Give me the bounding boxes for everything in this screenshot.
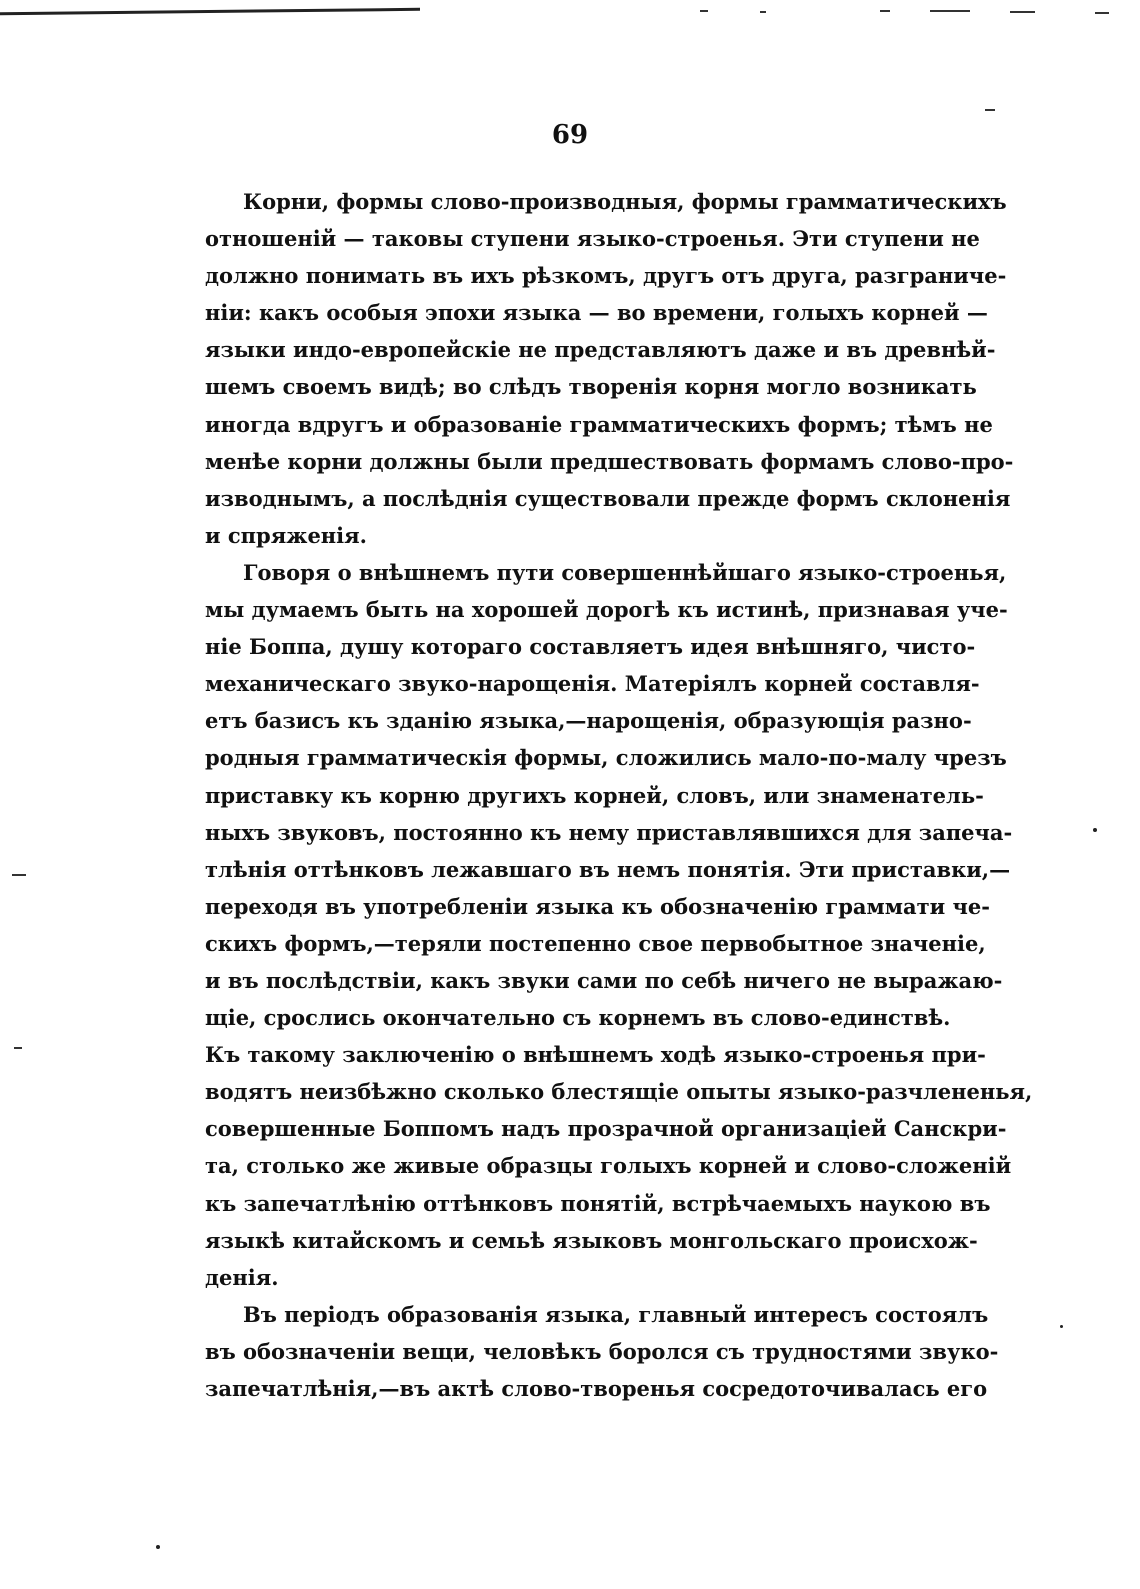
text-line: водятъ неизбѣжно сколько блестящіе опыты языко-разчлененья, <box>205 1079 1033 1105</box>
text-line: ніи: какъ особыя эпохи языка — во времени, голыхъ корней — <box>205 300 988 326</box>
text-line: переходя въ употребленіи языка къ обозначенію граммати че- <box>205 893 990 919</box>
scan-mark <box>1010 11 1035 13</box>
text-line: Въ періодъ образованія языка, главный интересъ состоялъ <box>243 1301 989 1327</box>
paragraph-2 <box>205 554 1033 1296</box>
text-line: Корни, формы слово-производныя, формы грамматическихъ <box>243 189 1007 214</box>
text-line: отношеній — таковы ступени языко-строенья. Эти ступени не <box>205 226 980 252</box>
text-line: тлѣнія оттѣнковъ лежавшаго въ немъ понятія. Эти приставки,— <box>205 856 1011 882</box>
text-line: Говоря о внѣшнемъ пути совершеннѣйшаго языко-строенья, <box>243 559 1007 585</box>
text-line: приставку къ корню другихъ корней, словъ, или знаменатель- <box>205 782 984 808</box>
text-line: родныя грамматическія формы, сложились мало-по-малу чрезъ <box>205 745 1007 771</box>
text-line: шемъ своемъ видѣ; во слѣдъ творенія корня могло возникать <box>205 374 977 400</box>
scan-mark <box>930 10 970 12</box>
text-line: въ обозначеніи вещи, человѣкъ боролся съ трудностями звуко- <box>205 1338 999 1364</box>
page-number: 69 <box>551 120 589 150</box>
text-line: и спряженія. <box>205 522 367 548</box>
text-line: запечатлѣнія,—въ актѣ слово-творенья сосредоточивалась его <box>205 1376 988 1401</box>
scan-mark <box>1095 12 1109 14</box>
text-line: денія. <box>205 1264 279 1290</box>
scan-mark <box>12 874 26 876</box>
text-line: изводнымъ, а послѣднія существовали прежде формъ склоненія <box>205 485 1011 511</box>
scan-mark <box>14 1047 22 1049</box>
text-line: щіе, срослись окончательно съ корнемъ въ слово-единствѣ. <box>205 1005 951 1031</box>
paragraph-3 <box>205 1296 999 1407</box>
scan-mark <box>985 109 995 111</box>
scan-mark <box>760 11 766 13</box>
text-line: языки индо-европейскіе не представляютъ даже и въ древнѣй- <box>205 337 996 363</box>
scan-mark <box>880 10 890 12</box>
body-text <box>205 183 1033 1407</box>
scan-speck <box>1060 1325 1063 1328</box>
text-line: къ запечатлѣнію оттѣнковъ понятій, встрѣчаемыхъ наукою въ <box>205 1190 991 1216</box>
text-line: механическаго звуко-нарощенія. Матеріялъ корней составля- <box>205 671 980 697</box>
text-line: та, столько же живые образцы голыхъ корней и слово-сложеній <box>205 1153 1012 1179</box>
paragraph-1 <box>205 183 1014 554</box>
text-line: скихъ формъ,—теряли постепенно свое первобытное значеніе, <box>205 930 986 956</box>
text-line: совершенные Боппомъ надъ прозрачной организаціей Санскри- <box>205 1116 1007 1142</box>
scan-speck <box>1093 828 1097 832</box>
text-line: етъ базисъ къ зданію языка,—нарощенія, образующія разно- <box>205 708 972 734</box>
text-line: должно понимать въ ихъ рѣзкомъ, другъ отъ друга, разграниче- <box>205 263 1007 289</box>
scan-speck <box>156 1545 160 1549</box>
text-line: ныхъ звуковъ, постоянно къ нему приставлявшихся для запеча- <box>205 819 1013 845</box>
text-line: ніе Боппа, душу котораго составляетъ идея внѣшняго, чисто- <box>205 634 976 660</box>
text-line: иногда вдругъ и образованіе грамматическихъ формъ; тѣмъ не <box>205 411 993 437</box>
text-line: языкѣ китайскомъ и семьѣ языковъ монгольскаго происхож- <box>205 1227 978 1253</box>
scan-mark <box>700 10 708 12</box>
text-line: и въ послѣдствіи, какъ звуки сами по себѣ ничего не выражаю- <box>205 967 1003 993</box>
scan-edge-line <box>0 8 420 15</box>
text-line: Къ такому заключенію о внѣшнемъ ходѣ языко-строенья при- <box>205 1042 986 1068</box>
text-line: мы думаемъ быть на хорошей дорогѣ къ истинѣ, признавая уче- <box>205 597 1008 623</box>
text-line: менѣе корни должны были предшествовать формамъ слово-про- <box>205 448 1014 474</box>
